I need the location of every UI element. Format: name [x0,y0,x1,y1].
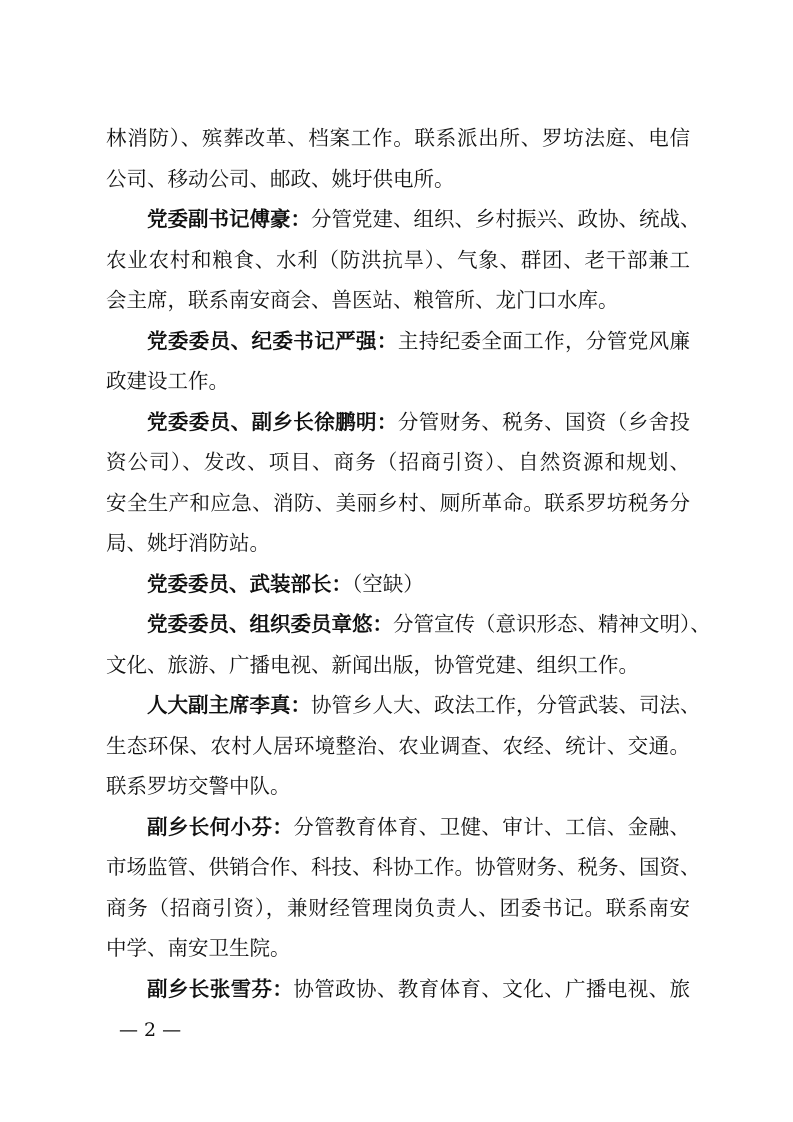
text-line [106,685,701,726]
line-text: 市场监管、供销合作、科技、科协工作。协管财务、税务、国资、 [106,855,701,879]
line-text: 分管教育体育、卫健、审计、工信、金融、 [293,814,691,839]
line-text: 局、姚圩消防站。 [106,531,270,555]
line-text: 公司、移动公司、邮政、姚圩供电所。 [106,166,455,191]
line-text: 协管乡人大、政法工作，分管武装、司法、 [311,693,701,717]
role-title: 副乡长张雪芬： [147,976,294,1001]
paragraph [106,969,690,1010]
line-text: 中学、南安卫生院。 [106,936,291,960]
paragraph [106,685,701,807]
text-line [106,402,690,443]
text-line [106,280,690,321]
role-title: 副乡长何小芬： [147,814,294,839]
text-line [106,969,690,1010]
role-title: 党委委员、武装部长： [147,571,352,596]
line-text: 生态环保、农村人居环境整治、农业调查、农经、统计、交通。 [106,733,690,758]
text-line [106,645,690,686]
paragraph [106,604,711,685]
line-text: 分管党建、组织、乡村振兴、政协、统战、 [311,207,701,231]
text-line [106,604,711,645]
text-line [106,523,690,564]
line-text: 安全生产和应急、消防、美丽乡村、厕所革命。联系罗坊税务分 [106,490,690,515]
text-line [106,321,690,362]
paragraph [106,321,690,402]
role-title: 人大副主席李真： [147,693,311,717]
text-line [106,888,690,929]
text-line [106,483,690,524]
paragraph [106,118,690,199]
document-body [106,118,711,1009]
page-number: — 2 — [119,1019,182,1041]
text-line [106,564,690,605]
text-line [106,442,690,483]
line-text: 会主席，联系南安商会、兽医站、粮管所、龙门口水库。 [106,288,619,312]
role-title: 党委委员、副乡长徐鹏明： [147,409,398,434]
paragraph [106,402,690,564]
text-line [106,928,690,969]
paragraph [106,199,701,321]
line-text: 分管财务、税务、国资（乡舍投 [397,409,691,434]
text-line [106,118,690,159]
text-line [106,847,701,888]
line-text: 资公司）、发改、项目、商务（招商引资）、自然资源和规划、 [106,450,690,474]
role-title: 党委副书记傅豪： [147,207,311,231]
line-text: 政建设工作。 [106,369,229,393]
text-line [106,199,701,240]
line-text: 农业农村和粮食、水利（防洪抗旱）、气象、群团、老干部兼工 [106,247,690,272]
text-line [106,766,690,807]
paragraph [106,807,701,969]
line-text: 文化、旅游、广播电视、新闻出版，协管党建、组织工作。 [106,652,639,677]
paragraph [106,564,690,605]
text-line [106,726,690,767]
text-line [106,159,690,200]
text-line [106,240,690,281]
line-text: 商务（招商引资），兼财经管理岗负责人、团委书记。联系南安 [106,895,690,920]
text-line [106,361,690,402]
line-text: 主持纪委全面工作，分管党风廉 [397,328,691,353]
line-text: 联系罗坊交警中队。 [106,774,291,798]
role-title: 党委委员、纪委书记严强： [147,328,398,353]
text-line [106,807,690,848]
line-text: 林消防）、殡葬改革、档案工作。联系派出所、罗坊法庭、电信 [106,126,690,150]
line-text: 协管政协、教育体育、文化、广播电视、旅 [293,976,691,1001]
role-title: 党委委员、组织委员章悠： [147,612,393,636]
line-text: 分管宣传（意识形态、精神文明）、 [393,612,711,636]
line-text: （空缺） [352,571,424,596]
